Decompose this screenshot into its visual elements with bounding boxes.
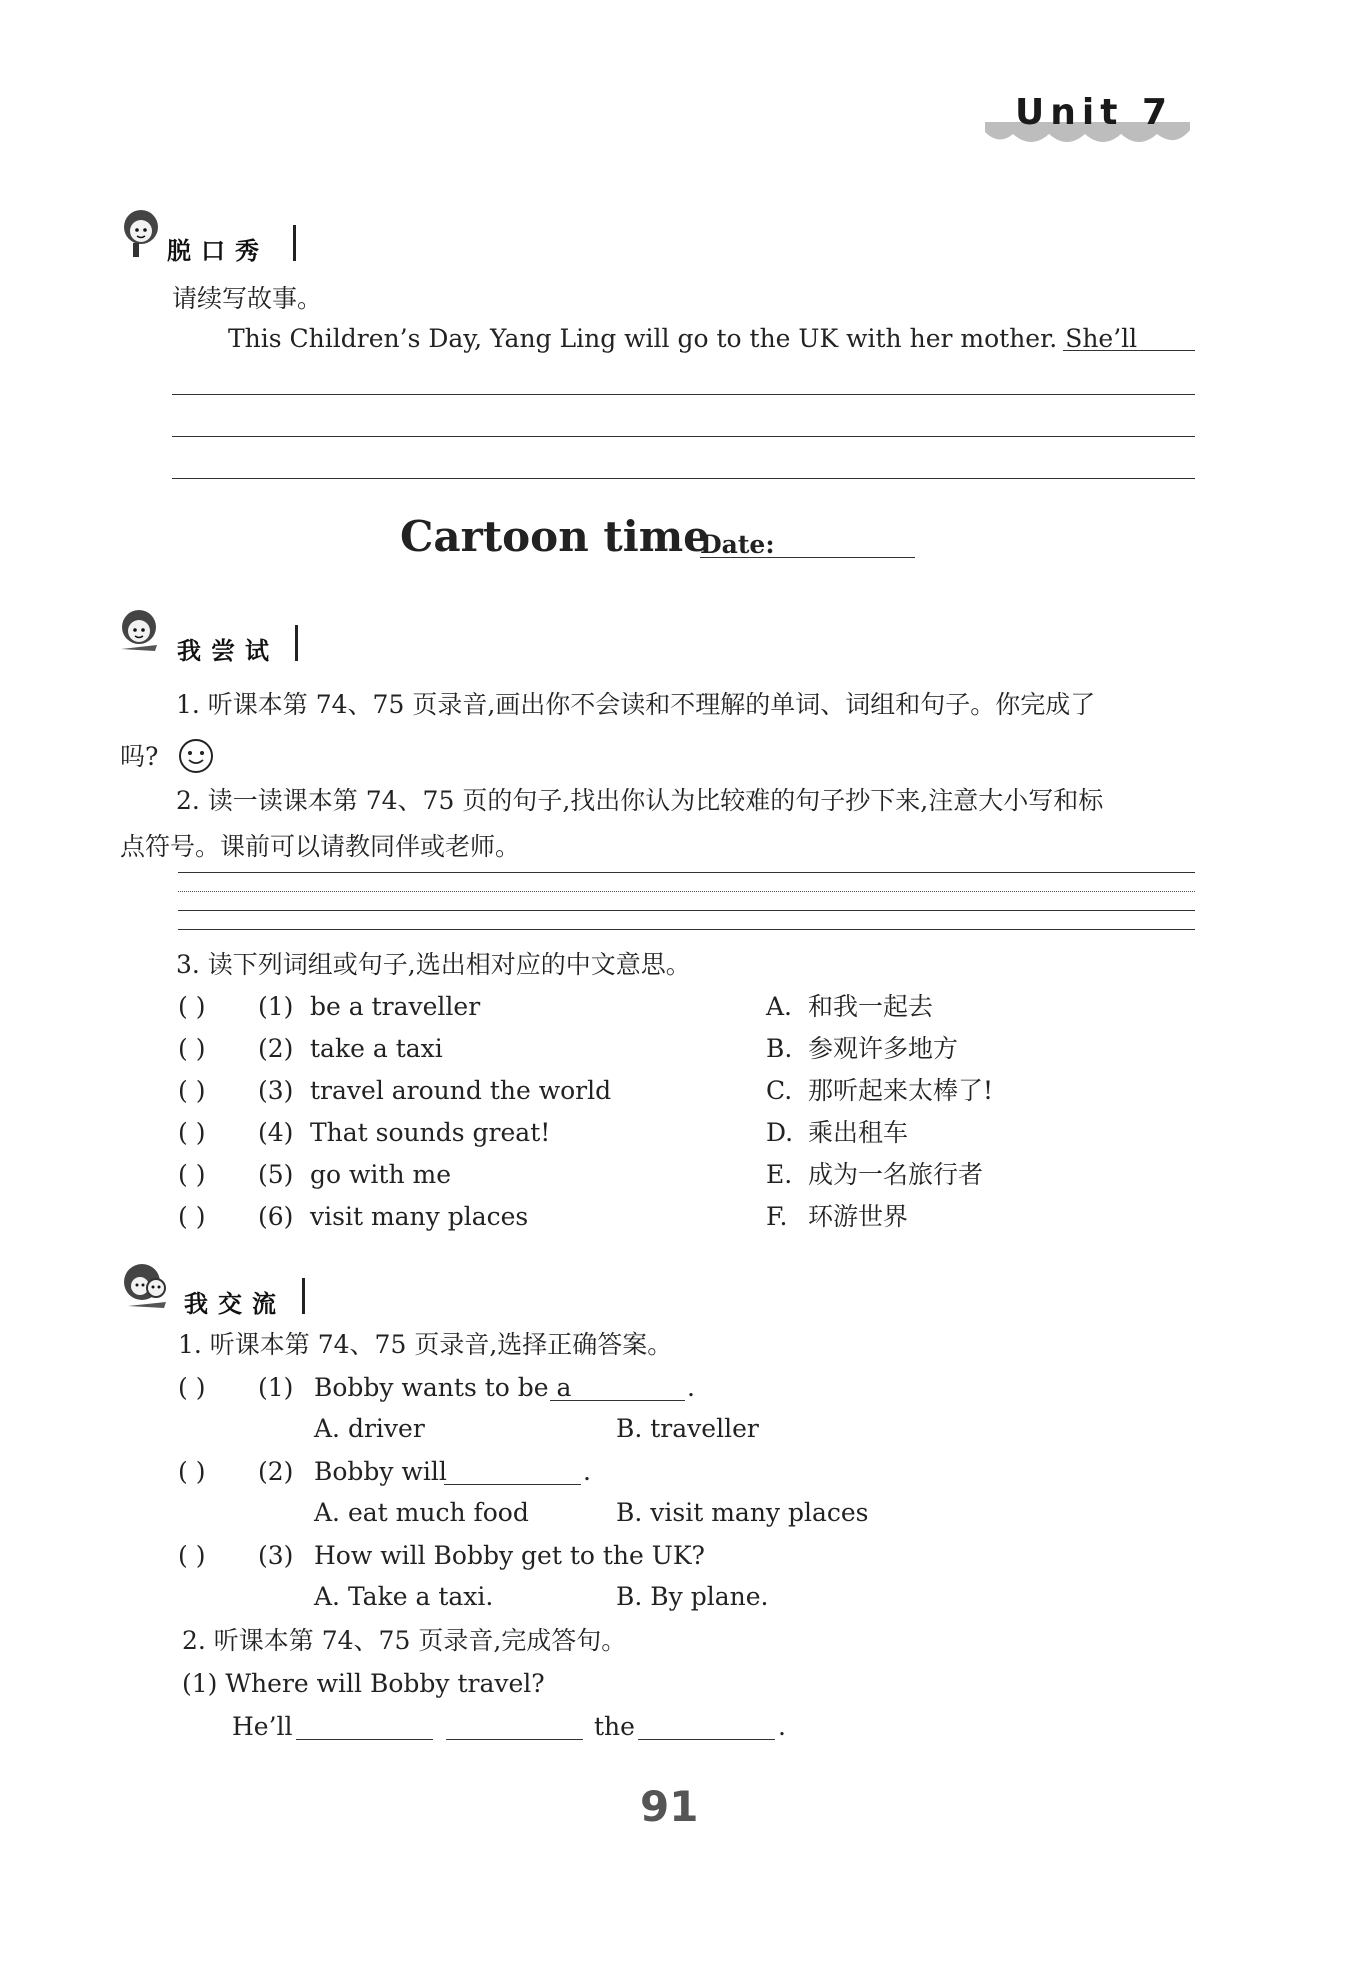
option-letter: C.: [766, 1076, 793, 1105]
answer-paren[interactable]: ( ): [178, 1118, 206, 1147]
answer-paren[interactable]: ( ): [178, 1076, 206, 1105]
english-phrase: be a traveller: [310, 992, 481, 1021]
unit-title: Unit 7: [1015, 92, 1173, 133]
story-line-2[interactable]: [172, 436, 1195, 437]
exchange-label: 我交流: [184, 1290, 286, 1318]
header-divider: [293, 225, 296, 261]
story-line-1[interactable]: [172, 394, 1195, 395]
option-letter: E.: [766, 1160, 793, 1189]
stem-period: .: [583, 1457, 591, 1486]
kids-mascot-icon: [120, 1258, 178, 1316]
item-number: (3): [258, 1076, 294, 1105]
english-phrase: visit many places: [310, 1202, 529, 1231]
header-divider: [295, 625, 298, 661]
copy-line-base[interactable]: [178, 910, 1195, 911]
copy-line-top[interactable]: [178, 872, 1195, 873]
chinese-meaning: 环游世界: [808, 1202, 909, 1231]
answer-blank-3[interactable]: [638, 1739, 775, 1740]
answer-blank[interactable]: [550, 1400, 685, 1401]
stem-period: .: [687, 1373, 695, 1402]
answer-paren[interactable]: ( ): [178, 992, 206, 1021]
chinese-meaning: 成为一名旅行者: [808, 1160, 984, 1189]
english-phrase: travel around the world: [310, 1076, 612, 1105]
page-number: 91: [640, 1782, 699, 1831]
unit-banner: [985, 92, 1190, 147]
english-phrase: go with me: [310, 1160, 451, 1189]
item-number: (2): [258, 1457, 294, 1486]
try-question-2-line-2: 点符号。课前可以请教同伴或老师。: [120, 832, 521, 861]
chinese-meaning: 参观许多地方: [808, 1034, 959, 1063]
cartoon-time-title: Cartoon time: [400, 512, 710, 561]
girl-mascot-icon: [115, 605, 173, 663]
try-question-1-line-2: 吗?: [120, 742, 159, 771]
story-line-3[interactable]: [172, 478, 1195, 479]
story-blank-1[interactable]: [1063, 350, 1195, 351]
english-phrase: That sounds great!: [310, 1118, 551, 1147]
talk-show-prompt: This Children’s Day, Yang Ling will go to the UK with her mother. She’ll: [228, 324, 1138, 353]
header-divider: [302, 1278, 305, 1314]
item-number: (2): [258, 1034, 294, 1063]
chinese-meaning: 那听起来太棒了!: [808, 1076, 994, 1105]
english-phrase: take a taxi: [310, 1034, 443, 1063]
answer-end-period: .: [778, 1712, 786, 1741]
option-a[interactable]: A. driver: [314, 1414, 425, 1443]
question-stem: Bobby wants to be a: [314, 1373, 572, 1402]
option-letter: D.: [766, 1118, 794, 1147]
item-number: (1): [258, 1373, 294, 1402]
question-stem: Bobby will: [314, 1457, 447, 1486]
answer-blank[interactable]: [444, 1484, 581, 1485]
answer-blank-2[interactable]: [446, 1739, 583, 1740]
answer-paren[interactable]: ( ): [178, 1457, 206, 1486]
try-label: 我尝试: [177, 637, 279, 665]
exchange-question-2-title: 2. 听课本第 74、75 页录音,完成答句。: [182, 1626, 627, 1655]
chinese-meaning: 乘出租车: [808, 1118, 909, 1147]
try-question-1-line-1: 1. 听课本第 74、75 页录音,画出你不会读和不理解的单词、词组和句子。你完成了: [176, 690, 1096, 719]
option-letter: B.: [766, 1034, 793, 1063]
answer-paren[interactable]: ( ): [178, 1160, 206, 1189]
chinese-meaning: 和我一起去: [808, 992, 934, 1021]
item-number: (3): [258, 1541, 294, 1570]
girl-mascot-icon: [115, 205, 173, 263]
try-header: [115, 605, 315, 665]
answer-paren[interactable]: ( ): [178, 1541, 206, 1570]
option-letter: A.: [766, 992, 793, 1021]
option-a[interactable]: A. Take a taxi.: [314, 1582, 494, 1611]
answer-the-word: the: [594, 1712, 635, 1741]
talk-show-label: 脱口秀: [167, 237, 269, 265]
try-question-2-line-1: 2. 读一读课本第 74、75 页的句子,找出你认为比较难的句子抄下来,注意大小写和标: [176, 786, 1104, 815]
try-question-3-title: 3. 读下列词组或句子,选出相对应的中文意思。: [176, 950, 691, 979]
item-number: (1): [258, 992, 294, 1021]
copy-line-bottom[interactable]: [178, 929, 1195, 930]
exchange-header: [120, 1258, 320, 1318]
copy-line-dotted[interactable]: [178, 891, 1195, 892]
option-b[interactable]: B. By plane.: [616, 1582, 769, 1611]
item-number: (4): [258, 1118, 294, 1147]
answer-blank-1[interactable]: [296, 1739, 433, 1740]
option-letter: F.: [766, 1202, 788, 1231]
answer-start-word: He’ll: [232, 1712, 293, 1741]
option-b[interactable]: B. traveller: [616, 1414, 759, 1443]
question-stem: How will Bobby get to the UK?: [314, 1541, 705, 1570]
answer-paren[interactable]: ( ): [178, 1034, 206, 1063]
item-number: (6): [258, 1202, 294, 1231]
answer-paren[interactable]: ( ): [178, 1202, 206, 1231]
date-blank[interactable]: [700, 557, 915, 558]
exchange-question-1-title: 1. 听课本第 74、75 页录音,选择正确答案。: [178, 1330, 673, 1359]
item-number: (5): [258, 1160, 294, 1189]
talk-show-instruction: 请续写故事。: [172, 284, 323, 313]
answer-paren[interactable]: ( ): [178, 1373, 206, 1402]
option-a[interactable]: A. eat much food: [314, 1498, 529, 1527]
exchange-question-2-sub: (1) Where will Bobby travel?: [182, 1669, 545, 1698]
option-b[interactable]: B. visit many places: [616, 1498, 869, 1527]
date-label: Date:: [700, 530, 775, 559]
talk-show-header: [115, 205, 315, 265]
smiley-face-icon: [178, 738, 214, 774]
